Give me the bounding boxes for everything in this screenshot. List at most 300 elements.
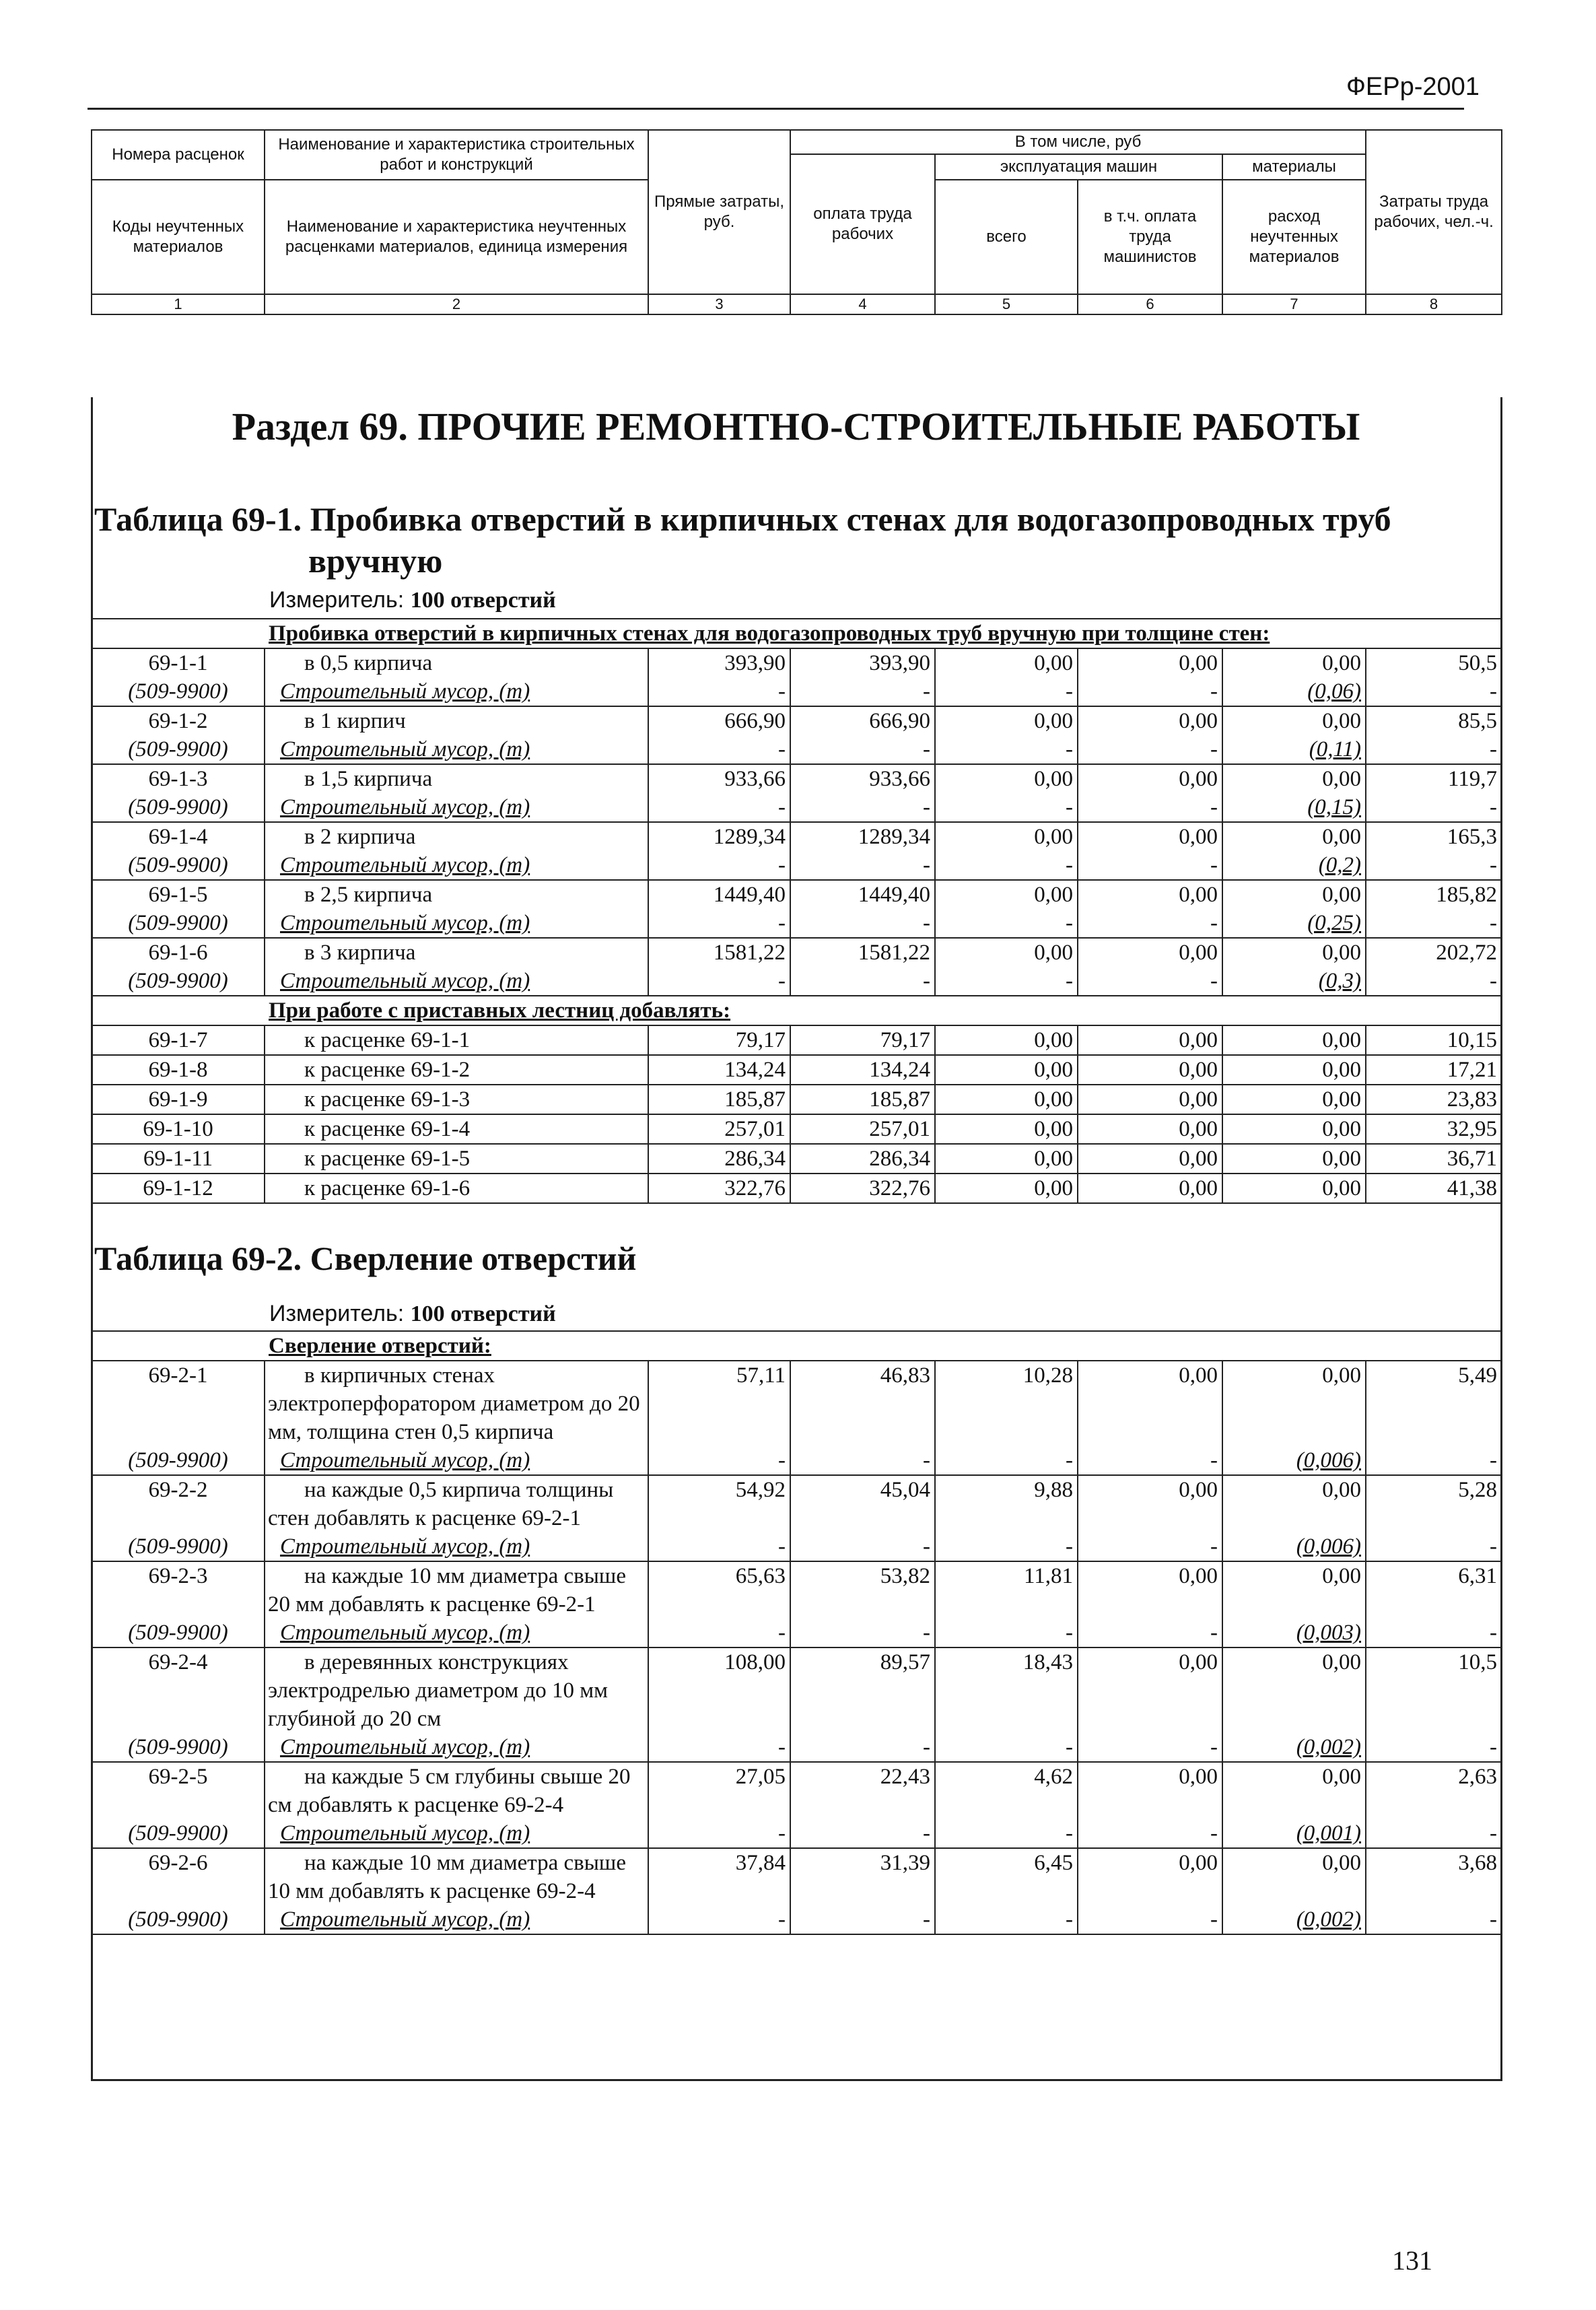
dash: - xyxy=(1366,1733,1502,1762)
dash: - xyxy=(1366,793,1502,822)
rate-value-c4: 134,24 xyxy=(790,1055,935,1085)
material-row xyxy=(92,1819,1502,1848)
material-consumption xyxy=(1222,967,1366,996)
rate-value-c3: 57,11 xyxy=(648,1361,790,1446)
rate-name: к расценке 69-1-6 xyxy=(265,1174,648,1203)
rate-value-c3: 1581,22 xyxy=(648,938,790,967)
rate-value-c4: 933,66 xyxy=(790,764,935,793)
rate-value-c7: 0,00 xyxy=(1222,1025,1366,1055)
table2-body xyxy=(91,1330,1502,1935)
header-materials: материалы xyxy=(1222,154,1366,180)
dash: - xyxy=(790,909,935,938)
table1-title-line2: вручную xyxy=(308,542,443,580)
rate-code: 69-1-3 xyxy=(92,764,265,793)
rate-name: в 0,5 кирпича xyxy=(265,648,648,677)
dash: - xyxy=(648,793,790,822)
table1-subheading: Пробивка отверстий в кирпичных стенах для водогазопроводных труб вручную при толщине стен: xyxy=(269,621,1270,646)
rate-value-c4: 79,17 xyxy=(790,1025,935,1055)
header-direct-costs: Прямые затраты, руб. xyxy=(648,130,790,294)
rate-value-c7: 0,00 xyxy=(1222,1174,1366,1203)
rate-value-c3: 54,92 xyxy=(648,1475,790,1532)
material-code: (509-9900) xyxy=(92,1532,265,1561)
dash: - xyxy=(1366,1819,1502,1848)
material-consumption-value: (0,25) xyxy=(1307,911,1361,935)
rate-value-c5: 10,28 xyxy=(935,1361,1078,1446)
material-name-text: Строительный мусор, (т) xyxy=(280,1821,530,1845)
rate-code: 69-1-6 xyxy=(92,938,265,967)
rate-value-c6: 0,00 xyxy=(1078,1561,1222,1619)
dash: - xyxy=(935,909,1078,938)
dash: - xyxy=(1078,677,1222,706)
rate-value-c7: 0,00 xyxy=(1222,938,1366,967)
dash: - xyxy=(1078,1619,1222,1647)
dash: - xyxy=(1366,677,1502,706)
rate-value-c4: 45,04 xyxy=(790,1475,935,1532)
rate-value-c3: 286,34 xyxy=(648,1144,790,1174)
material-consumption-value: (0,006) xyxy=(1296,1448,1361,1472)
dash: - xyxy=(790,967,935,996)
dash: - xyxy=(935,1619,1078,1647)
material-code: (509-9900) xyxy=(92,967,265,996)
header-machines: эксплуатация машин xyxy=(935,154,1222,180)
dash: - xyxy=(790,1532,935,1561)
dash: - xyxy=(935,1819,1078,1848)
rate-value-c3: 322,76 xyxy=(648,1174,790,1203)
material-consumption-value: (0,001) xyxy=(1296,1821,1361,1845)
rate-code: 69-1-1 xyxy=(92,648,265,677)
rate-value-c7: 0,00 xyxy=(1222,822,1366,851)
rate-value-c8: 165,3 xyxy=(1366,822,1502,851)
rate-code: 69-2-5 xyxy=(92,1762,265,1819)
header-codes-top: Номера расценок xyxy=(92,130,265,180)
rate-value-c8: 3,68 xyxy=(1366,1848,1502,1905)
material-row xyxy=(92,851,1502,880)
rate-value-c5: 0,00 xyxy=(935,706,1078,735)
dash: - xyxy=(935,793,1078,822)
material-name-text: Строительный мусор, (т) xyxy=(280,969,530,993)
rate-value-c5: 0,00 xyxy=(935,1114,1078,1144)
rate-value-c5: 0,00 xyxy=(935,1085,1078,1114)
table-row xyxy=(92,1025,1502,1055)
rate-value-c6: 0,00 xyxy=(1078,1475,1222,1532)
rate-value-c8: 41,38 xyxy=(1366,1174,1502,1203)
material-name-text: Строительный мусор, (т) xyxy=(280,853,530,877)
material-consumption-value: (0,002) xyxy=(1296,1907,1361,1932)
material-code: (509-9900) xyxy=(92,1733,265,1762)
rate-code: 69-2-6 xyxy=(92,1848,265,1905)
material-consumption xyxy=(1222,1446,1366,1475)
rate-value-c7: 0,00 xyxy=(1222,764,1366,793)
dash: - xyxy=(648,851,790,880)
material-name xyxy=(265,793,648,822)
material-name xyxy=(265,677,648,706)
header-labor: Затраты труда рабочих, чел.-ч. xyxy=(1366,130,1502,294)
table1-main-rows xyxy=(92,648,1502,996)
material-row xyxy=(92,967,1502,996)
material-name xyxy=(265,1446,648,1475)
dash: - xyxy=(790,851,935,880)
table-row xyxy=(92,706,1502,735)
rate-value-c7: 0,00 xyxy=(1222,1114,1366,1144)
rate-code: 69-1-5 xyxy=(92,880,265,909)
material-name xyxy=(265,1733,648,1762)
dash: - xyxy=(1366,735,1502,764)
rate-value-c3: 1449,40 xyxy=(648,880,790,909)
rate-value-c4: 89,57 xyxy=(790,1647,935,1733)
dash: - xyxy=(790,677,935,706)
dash: - xyxy=(1078,1905,1222,1934)
material-row xyxy=(92,793,1502,822)
col-number: 8 xyxy=(1366,294,1502,314)
header-name-bottom: Наименование и характеристика неучтенных расценками материалов, единица измерения xyxy=(265,180,648,294)
material-consumption-value: (0,11) xyxy=(1309,737,1361,761)
rate-value-c3: 185,87 xyxy=(648,1085,790,1114)
rate-name: в 1 кирпич xyxy=(265,706,648,735)
dash: - xyxy=(1078,793,1222,822)
table-row xyxy=(92,1475,1502,1532)
material-row xyxy=(92,1905,1502,1934)
rate-value-c5: 9,88 xyxy=(935,1475,1078,1532)
dash: - xyxy=(1078,1733,1222,1762)
rate-value-c5: 0,00 xyxy=(935,764,1078,793)
col-number: 1 xyxy=(92,294,265,314)
dash: - xyxy=(790,1905,935,1934)
table-row xyxy=(92,1055,1502,1085)
material-name-text: Строительный мусор, (т) xyxy=(280,679,530,704)
rate-name: к расценке 69-1-2 xyxy=(265,1055,648,1085)
dash: - xyxy=(935,1905,1078,1934)
rate-value-c7: 0,00 xyxy=(1222,880,1366,909)
rate-value-c5: 0,00 xyxy=(935,938,1078,967)
rate-name: к расценке 69-1-3 xyxy=(265,1085,648,1114)
header-wages: оплата труда рабочих xyxy=(790,154,935,294)
col-number: 4 xyxy=(790,294,935,314)
rate-name: в 2 кирпича xyxy=(265,822,648,851)
material-code: (509-9900) xyxy=(92,1905,265,1934)
rate-value-c8: 32,95 xyxy=(1366,1114,1502,1144)
rate-code: 69-1-11 xyxy=(92,1144,265,1174)
material-name xyxy=(265,735,648,764)
rate-value-c3: 134,24 xyxy=(648,1055,790,1085)
rate-value-c5: 18,43 xyxy=(935,1647,1078,1733)
material-code: (509-9900) xyxy=(92,1819,265,1848)
dash: - xyxy=(790,1619,935,1647)
rate-value-c3: 108,00 xyxy=(648,1647,790,1733)
header-machinists: в т.ч. оплата труда машинистов xyxy=(1078,180,1222,294)
dash: - xyxy=(648,735,790,764)
rate-value-c8: 119,7 xyxy=(1366,764,1502,793)
material-consumption xyxy=(1222,1619,1366,1647)
rate-code: 69-2-3 xyxy=(92,1561,265,1619)
rate-value-c8: 36,71 xyxy=(1366,1144,1502,1174)
rate-value-c6: 0,00 xyxy=(1078,880,1222,909)
dash: - xyxy=(1366,967,1502,996)
table2-main-rows xyxy=(92,1361,1502,1934)
dash: - xyxy=(648,1733,790,1762)
dash: - xyxy=(648,1532,790,1561)
dash: - xyxy=(1366,1446,1502,1475)
page-number: 131 xyxy=(1392,2245,1432,2276)
material-name xyxy=(265,1532,648,1561)
material-name xyxy=(265,851,648,880)
rate-value-c8: 23,83 xyxy=(1366,1085,1502,1114)
rate-code: 69-1-10 xyxy=(92,1114,265,1144)
rate-value-c4: 31,39 xyxy=(790,1848,935,1905)
dash: - xyxy=(790,1733,935,1762)
material-consumption xyxy=(1222,677,1366,706)
document-code: ФЕРр-2001 xyxy=(1346,73,1480,101)
dash: - xyxy=(648,1905,790,1934)
dash: - xyxy=(790,1819,935,1848)
material-consumption xyxy=(1222,1733,1366,1762)
section-title: Раздел 69. ПРОЧИЕ РЕМОНТНО-СТРОИТЕЛЬНЫЕ РАБОТЫ xyxy=(232,405,1360,448)
rate-value-c5: 0,00 xyxy=(935,1055,1078,1085)
material-consumption xyxy=(1222,851,1366,880)
rate-value-c8: 202,72 xyxy=(1366,938,1502,967)
dash: - xyxy=(935,967,1078,996)
table-row xyxy=(92,1361,1502,1446)
rate-value-c6: 0,00 xyxy=(1078,1848,1222,1905)
rate-value-c5: 0,00 xyxy=(935,1144,1078,1174)
material-consumption-value: (0,2) xyxy=(1318,853,1361,877)
material-consumption-value: (0,15) xyxy=(1307,795,1361,819)
rate-name: в 1,5 кирпича xyxy=(265,764,648,793)
dash: - xyxy=(935,851,1078,880)
dash: - xyxy=(1078,909,1222,938)
measure-label: Измеритель: xyxy=(269,1301,405,1326)
table1-title xyxy=(94,498,1494,582)
rate-code: 69-2-2 xyxy=(92,1475,265,1532)
rate-value-c6: 0,00 xyxy=(1078,822,1222,851)
rate-value-c3: 1289,34 xyxy=(648,822,790,851)
rate-code: 69-1-2 xyxy=(92,706,265,735)
rate-value-c5: 0,00 xyxy=(935,648,1078,677)
table-row xyxy=(92,938,1502,967)
rate-name: к расценке 69-1-5 xyxy=(265,1144,648,1174)
rate-name: в 3 кирпича xyxy=(265,938,648,967)
material-name xyxy=(265,967,648,996)
table-row xyxy=(92,822,1502,851)
rate-value-c6: 0,00 xyxy=(1078,648,1222,677)
subheading-spacer xyxy=(92,619,265,648)
dash: - xyxy=(1078,1819,1222,1848)
material-name-text: Строительный мусор, (т) xyxy=(280,1907,530,1932)
table1-subheading-ladders: При работе с приставных лестниц добавлять: xyxy=(269,998,731,1023)
measure-value: 100 отверстий xyxy=(410,1301,556,1326)
dash: - xyxy=(935,1446,1078,1475)
header-name-top: Наименование и характеристика строительных работ и конструкций xyxy=(265,130,648,180)
material-consumption xyxy=(1222,1532,1366,1561)
table-row xyxy=(92,1144,1502,1174)
rate-value-c7: 0,00 xyxy=(1222,706,1366,735)
table-row xyxy=(92,1114,1502,1144)
material-consumption-value: (0,006) xyxy=(1296,1534,1361,1559)
rate-value-c7: 0,00 xyxy=(1222,1848,1366,1905)
material-name xyxy=(265,1619,648,1647)
material-consumption xyxy=(1222,909,1366,938)
material-code: (509-9900) xyxy=(92,1619,265,1647)
rate-value-c4: 666,90 xyxy=(790,706,935,735)
rate-value-c3: 27,05 xyxy=(648,1762,790,1819)
rate-name: на каждые 0,5 кирпича толщины стен добавлять к расценке 69-2-1 xyxy=(265,1475,648,1532)
rate-value-c7: 0,00 xyxy=(1222,1085,1366,1114)
dash: - xyxy=(1366,1905,1502,1934)
rate-value-c4: 185,87 xyxy=(790,1085,935,1114)
dash: - xyxy=(1366,909,1502,938)
dash: - xyxy=(1078,967,1222,996)
rate-value-c6: 0,00 xyxy=(1078,1174,1222,1203)
rate-value-c8: 10,15 xyxy=(1366,1025,1502,1055)
dash: - xyxy=(1366,1532,1502,1561)
dash: - xyxy=(935,735,1078,764)
table1-ladder-rows xyxy=(92,1025,1502,1203)
material-row xyxy=(92,677,1502,706)
rate-value-c8: 6,31 xyxy=(1366,1561,1502,1619)
dash: - xyxy=(648,1819,790,1848)
rate-value-c5: 6,45 xyxy=(935,1848,1078,1905)
dash: - xyxy=(1078,1532,1222,1561)
rate-value-c4: 46,83 xyxy=(790,1361,935,1446)
rate-code: 69-1-4 xyxy=(92,822,265,851)
dash: - xyxy=(648,1619,790,1647)
header-materials-consumption: расход неучтенных материалов xyxy=(1222,180,1366,294)
rate-name: на каждые 10 мм диаметра свыше 10 мм добавлять к расценке 69-2-4 xyxy=(265,1848,648,1905)
table-row xyxy=(92,1174,1502,1203)
dash: - xyxy=(935,1733,1078,1762)
rate-value-c7: 0,00 xyxy=(1222,1361,1366,1446)
table2-title: Таблица 69-2. Сверление отверстий xyxy=(94,1239,637,1277)
material-code: (509-9900) xyxy=(92,909,265,938)
rate-name: в деревянных конструкциях электродрелью диаметром до 10 мм глубиной до 20 см xyxy=(265,1647,648,1733)
rate-value-c3: 257,01 xyxy=(648,1114,790,1144)
rate-value-c6: 0,00 xyxy=(1078,1025,1222,1055)
rate-value-c8: 5,28 xyxy=(1366,1475,1502,1532)
table-row xyxy=(92,648,1502,677)
table-row xyxy=(92,764,1502,793)
rate-value-c6: 0,00 xyxy=(1078,1647,1222,1733)
rate-value-c4: 1581,22 xyxy=(790,938,935,967)
material-row xyxy=(92,1532,1502,1561)
rate-value-c6: 0,00 xyxy=(1078,1361,1222,1446)
material-consumption xyxy=(1222,735,1366,764)
rate-value-c5: 0,00 xyxy=(935,1025,1078,1055)
rate-value-c3: 666,90 xyxy=(648,706,790,735)
material-consumption-value: (0,06) xyxy=(1307,679,1361,704)
material-name xyxy=(265,1819,648,1848)
rate-value-c6: 0,00 xyxy=(1078,1055,1222,1085)
rate-value-c7: 0,00 xyxy=(1222,1144,1366,1174)
rate-value-c7: 0,00 xyxy=(1222,1762,1366,1819)
material-name-text: Строительный мусор, (т) xyxy=(280,1534,530,1559)
col-number: 6 xyxy=(1078,294,1222,314)
rate-value-c6: 0,00 xyxy=(1078,1085,1222,1114)
dash: - xyxy=(1078,851,1222,880)
rate-code: 69-1-8 xyxy=(92,1055,265,1085)
rate-value-c6: 0,00 xyxy=(1078,706,1222,735)
material-code: (509-9900) xyxy=(92,735,265,764)
rate-value-c8: 17,21 xyxy=(1366,1055,1502,1085)
rate-value-c4: 22,43 xyxy=(790,1762,935,1819)
rate-value-c3: 393,90 xyxy=(648,648,790,677)
rate-value-c6: 0,00 xyxy=(1078,938,1222,967)
dash: - xyxy=(1366,1619,1502,1647)
rate-value-c8: 85,5 xyxy=(1366,706,1502,735)
dash: - xyxy=(648,967,790,996)
rate-value-c8: 185,82 xyxy=(1366,880,1502,909)
dash: - xyxy=(648,909,790,938)
col-number: 3 xyxy=(648,294,790,314)
rate-value-c5: 0,00 xyxy=(935,880,1078,909)
rate-value-c6: 0,00 xyxy=(1078,1114,1222,1144)
dash: - xyxy=(790,735,935,764)
rate-value-c4: 257,01 xyxy=(790,1114,935,1144)
rate-value-c3: 933,66 xyxy=(648,764,790,793)
rate-value-c5: 4,62 xyxy=(935,1762,1078,1819)
rate-code: 69-1-7 xyxy=(92,1025,265,1055)
rate-value-c4: 53,82 xyxy=(790,1561,935,1619)
rate-value-c8: 5,49 xyxy=(1366,1361,1502,1446)
table2-subheading: Сверление отверстий: xyxy=(269,1334,491,1358)
dash: - xyxy=(935,1532,1078,1561)
dash: - xyxy=(935,677,1078,706)
rate-value-c8: 10,5 xyxy=(1366,1647,1502,1733)
material-name xyxy=(265,1905,648,1934)
material-code: (509-9900) xyxy=(92,677,265,706)
rate-value-c6: 0,00 xyxy=(1078,1144,1222,1174)
dash: - xyxy=(1366,851,1502,880)
material-name xyxy=(265,909,648,938)
rate-value-c4: 322,76 xyxy=(790,1174,935,1203)
rate-value-c5: 11,81 xyxy=(935,1561,1078,1619)
rate-value-c4: 393,90 xyxy=(790,648,935,677)
col-number: 7 xyxy=(1222,294,1366,314)
table1-measure xyxy=(269,587,556,613)
rate-value-c7: 0,00 xyxy=(1222,1475,1366,1532)
rate-value-c3: 65,63 xyxy=(648,1561,790,1619)
table-row xyxy=(92,1647,1502,1733)
material-consumption xyxy=(1222,1905,1366,1934)
material-row xyxy=(92,1619,1502,1647)
rate-code: 69-2-4 xyxy=(92,1647,265,1733)
material-consumption-value: (0,003) xyxy=(1296,1621,1361,1645)
rate-value-c8: 2,63 xyxy=(1366,1762,1502,1819)
rate-name: в кирпичных стенах электроперфоратором диаметром до 20 мм, толщина стен 0,5 кирпича xyxy=(265,1361,648,1446)
rate-value-c3: 79,17 xyxy=(648,1025,790,1055)
rate-value-c7: 0,00 xyxy=(1222,1647,1366,1733)
rate-name: на каждые 10 мм диаметра свыше 20 мм добавлять к расценке 69-2-1 xyxy=(265,1561,648,1619)
rate-value-c7: 0,00 xyxy=(1222,1055,1366,1085)
material-consumption-value: (0,3) xyxy=(1318,969,1361,993)
rate-code: 69-2-1 xyxy=(92,1361,265,1446)
header-group: В том числе, руб xyxy=(790,130,1366,154)
rate-value-c5: 0,00 xyxy=(935,1174,1078,1203)
material-consumption-value: (0,002) xyxy=(1296,1735,1361,1759)
rate-code: 69-1-12 xyxy=(92,1174,265,1203)
material-name-text: Строительный мусор, (т) xyxy=(280,737,530,761)
material-name-text: Строительный мусор, (т) xyxy=(280,1621,530,1645)
col-number: 5 xyxy=(935,294,1078,314)
header-codes-bottom: Коды неучтенных материалов xyxy=(92,180,265,294)
rate-name: к расценке 69-1-4 xyxy=(265,1114,648,1144)
table-row xyxy=(92,1762,1502,1819)
table2-measure xyxy=(269,1301,556,1327)
material-name-text: Строительный мусор, (т) xyxy=(280,1448,530,1472)
material-code: (509-9900) xyxy=(92,793,265,822)
material-code: (509-9900) xyxy=(92,1446,265,1475)
rate-value-c6: 0,00 xyxy=(1078,764,1222,793)
table1-title-line1: Таблица 69-1. Пробивка отверстий в кирпичных стенах для водогазопроводных труб xyxy=(94,500,1391,538)
rate-value-c8: 50,5 xyxy=(1366,648,1502,677)
